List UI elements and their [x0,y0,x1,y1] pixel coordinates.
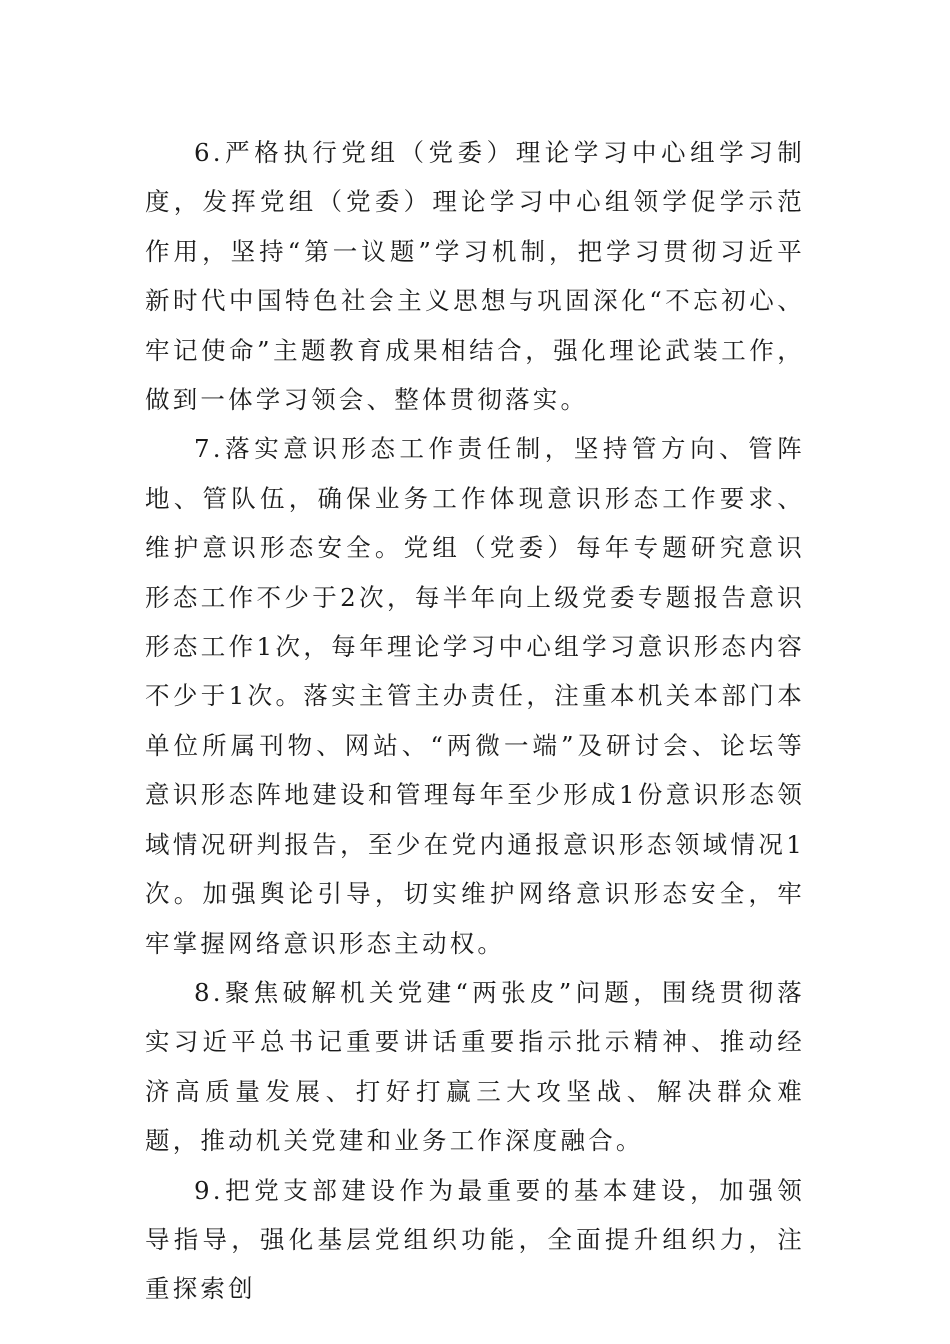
paragraph-item-7: 7.落实意识形态工作责任制，坚持管方向、管阵地、管队伍，确保业务工作体现意识形态工作要求、维护意识形态安全。党组（党委）每年专题研究意识形态工作不少于2次，每半年向上级党委专题报告意识形态工作1次，每年理论学习中心组学习意识形态内容不少于1次。落实主管主办责任，注重本机关本部门本单位所属刊物、网站、“两微一端”及研讨会、论坛等意识形态阵地建设和管理每年至少形成1份意识形态领域情况研判报告，至少在党内通报意识形态领域情况1次。加强舆论引导，切实维护网络意识形态安全，牢牢掌握网络意识形态主动权。 [145,434,805,958]
paragraph-item-6: 6.严格执行党组（党委）理论学习中心组学习制度，发挥党组（党委）理论学习中心组领学促学示范作用，坚持“第一议题”学习机制，把学习贯彻习近平新时代中国特色社会主义思想与巩固深化“不忘初心、牢记使命”主题教育成果相结合，强化理论武装工作，做到一体学习领会、整体贯彻落实。 [145,138,805,415]
paragraph-item-9: 9.把党支部建设作为最重要的基本建设，加强领导指导，强化基层党组织功能，全面提升组织力，注重探索创 [145,1175,805,1304]
document-body [145,128,805,1314]
paragraph-item-8: 8.聚焦破解机关党建“两张皮”问题，围绕贯彻落实习近平总书记重要讲话重要指示批示精神、推动经济高质量发展、打好打赢三大攻坚战、解决群众难题，推动机关党建和业务工作深度融合。 [145,977,805,1156]
